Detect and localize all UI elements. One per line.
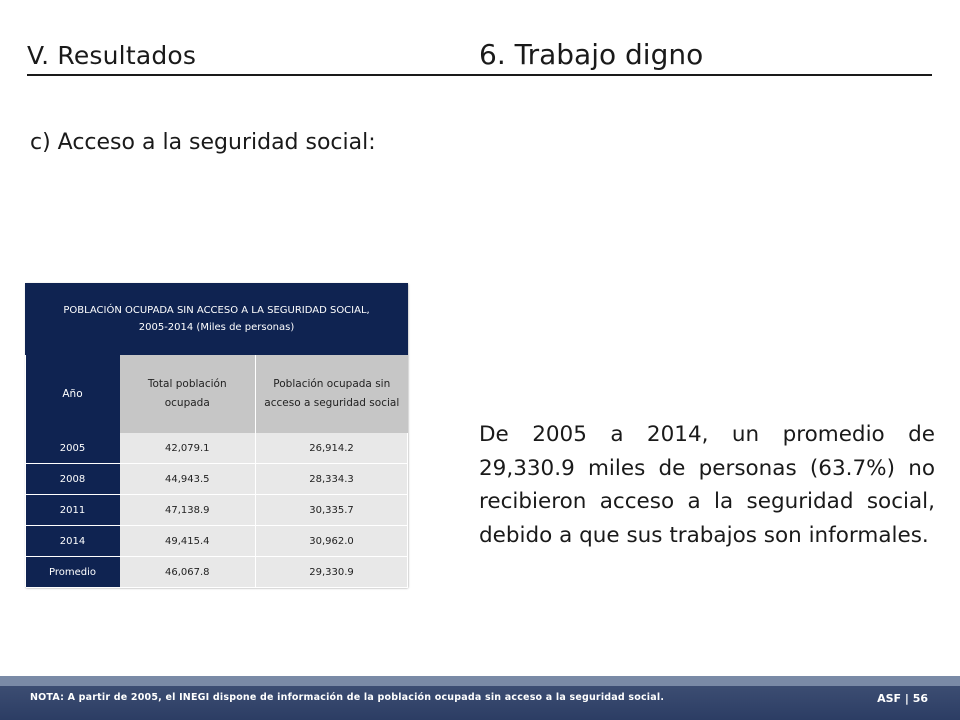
footer-note: NOTA: A partir de 2005, el INEGI dispone de información de la población ocupada sin acceso a la seguridad social. — [30, 692, 665, 703]
cell-without-access: 26,914.2 — [256, 433, 408, 464]
table-title-line2: 2005-2014 (Miles de personas) — [138, 322, 295, 333]
column-header-total — [120, 355, 256, 434]
column-header-without-access — [256, 355, 408, 434]
section-title: V. Resultados — [27, 41, 197, 70]
cell-total: 44,943.5 — [120, 464, 256, 495]
cell-total: 42,079.1 — [120, 433, 256, 464]
topic-title: 6. Trabajo digno — [479, 38, 704, 71]
cell-year: 2011 — [26, 495, 120, 526]
cell-without-access: 28,334.3 — [256, 464, 408, 495]
table-row — [26, 433, 408, 464]
data-table — [25, 283, 408, 588]
subsection-heading: c) Acceso a la seguridad social: — [30, 130, 376, 155]
table-row — [26, 526, 408, 557]
cell-without-access: 30,962.0 — [256, 526, 408, 557]
cell-without-access: 30,335.7 — [256, 495, 408, 526]
summary-paragraph: De 2005 a 2014, un promedio de 29,330.9 miles de personas (63.7%) no recibieron acceso a la seguridad social, debido a que sus trabajos son informales. — [479, 422, 935, 548]
cell-year: 2014 — [26, 526, 120, 557]
table-title — [26, 284, 408, 355]
social-security-table — [25, 283, 407, 587]
table-row — [26, 464, 408, 495]
cell-total: 47,138.9 — [120, 495, 256, 526]
column-header-year: Año — [26, 355, 120, 434]
page-number: ASF | 56 — [877, 692, 928, 705]
cell-total: 46,067.8 — [120, 557, 256, 588]
cell-year: 2005 — [26, 433, 120, 464]
column-header-without-access-text: Población ocupada sin acceso a seguridad social — [264, 378, 400, 409]
cell-year: 2008 — [26, 464, 120, 495]
table-title-line1: POBLACIÓN OCUPADA SIN ACCESO A LA SEGURIDAD SOCIAL, — [63, 305, 370, 316]
table-row-average — [26, 557, 408, 588]
footer-bar — [0, 676, 960, 720]
table-header-row — [26, 355, 408, 434]
table-row — [26, 495, 408, 526]
cell-year: Promedio — [26, 557, 120, 588]
title-underline — [27, 74, 932, 76]
cell-without-access: 29,330.9 — [256, 557, 408, 588]
column-header-total-text: Total población ocupada — [147, 378, 227, 409]
cell-total: 49,415.4 — [120, 526, 256, 557]
